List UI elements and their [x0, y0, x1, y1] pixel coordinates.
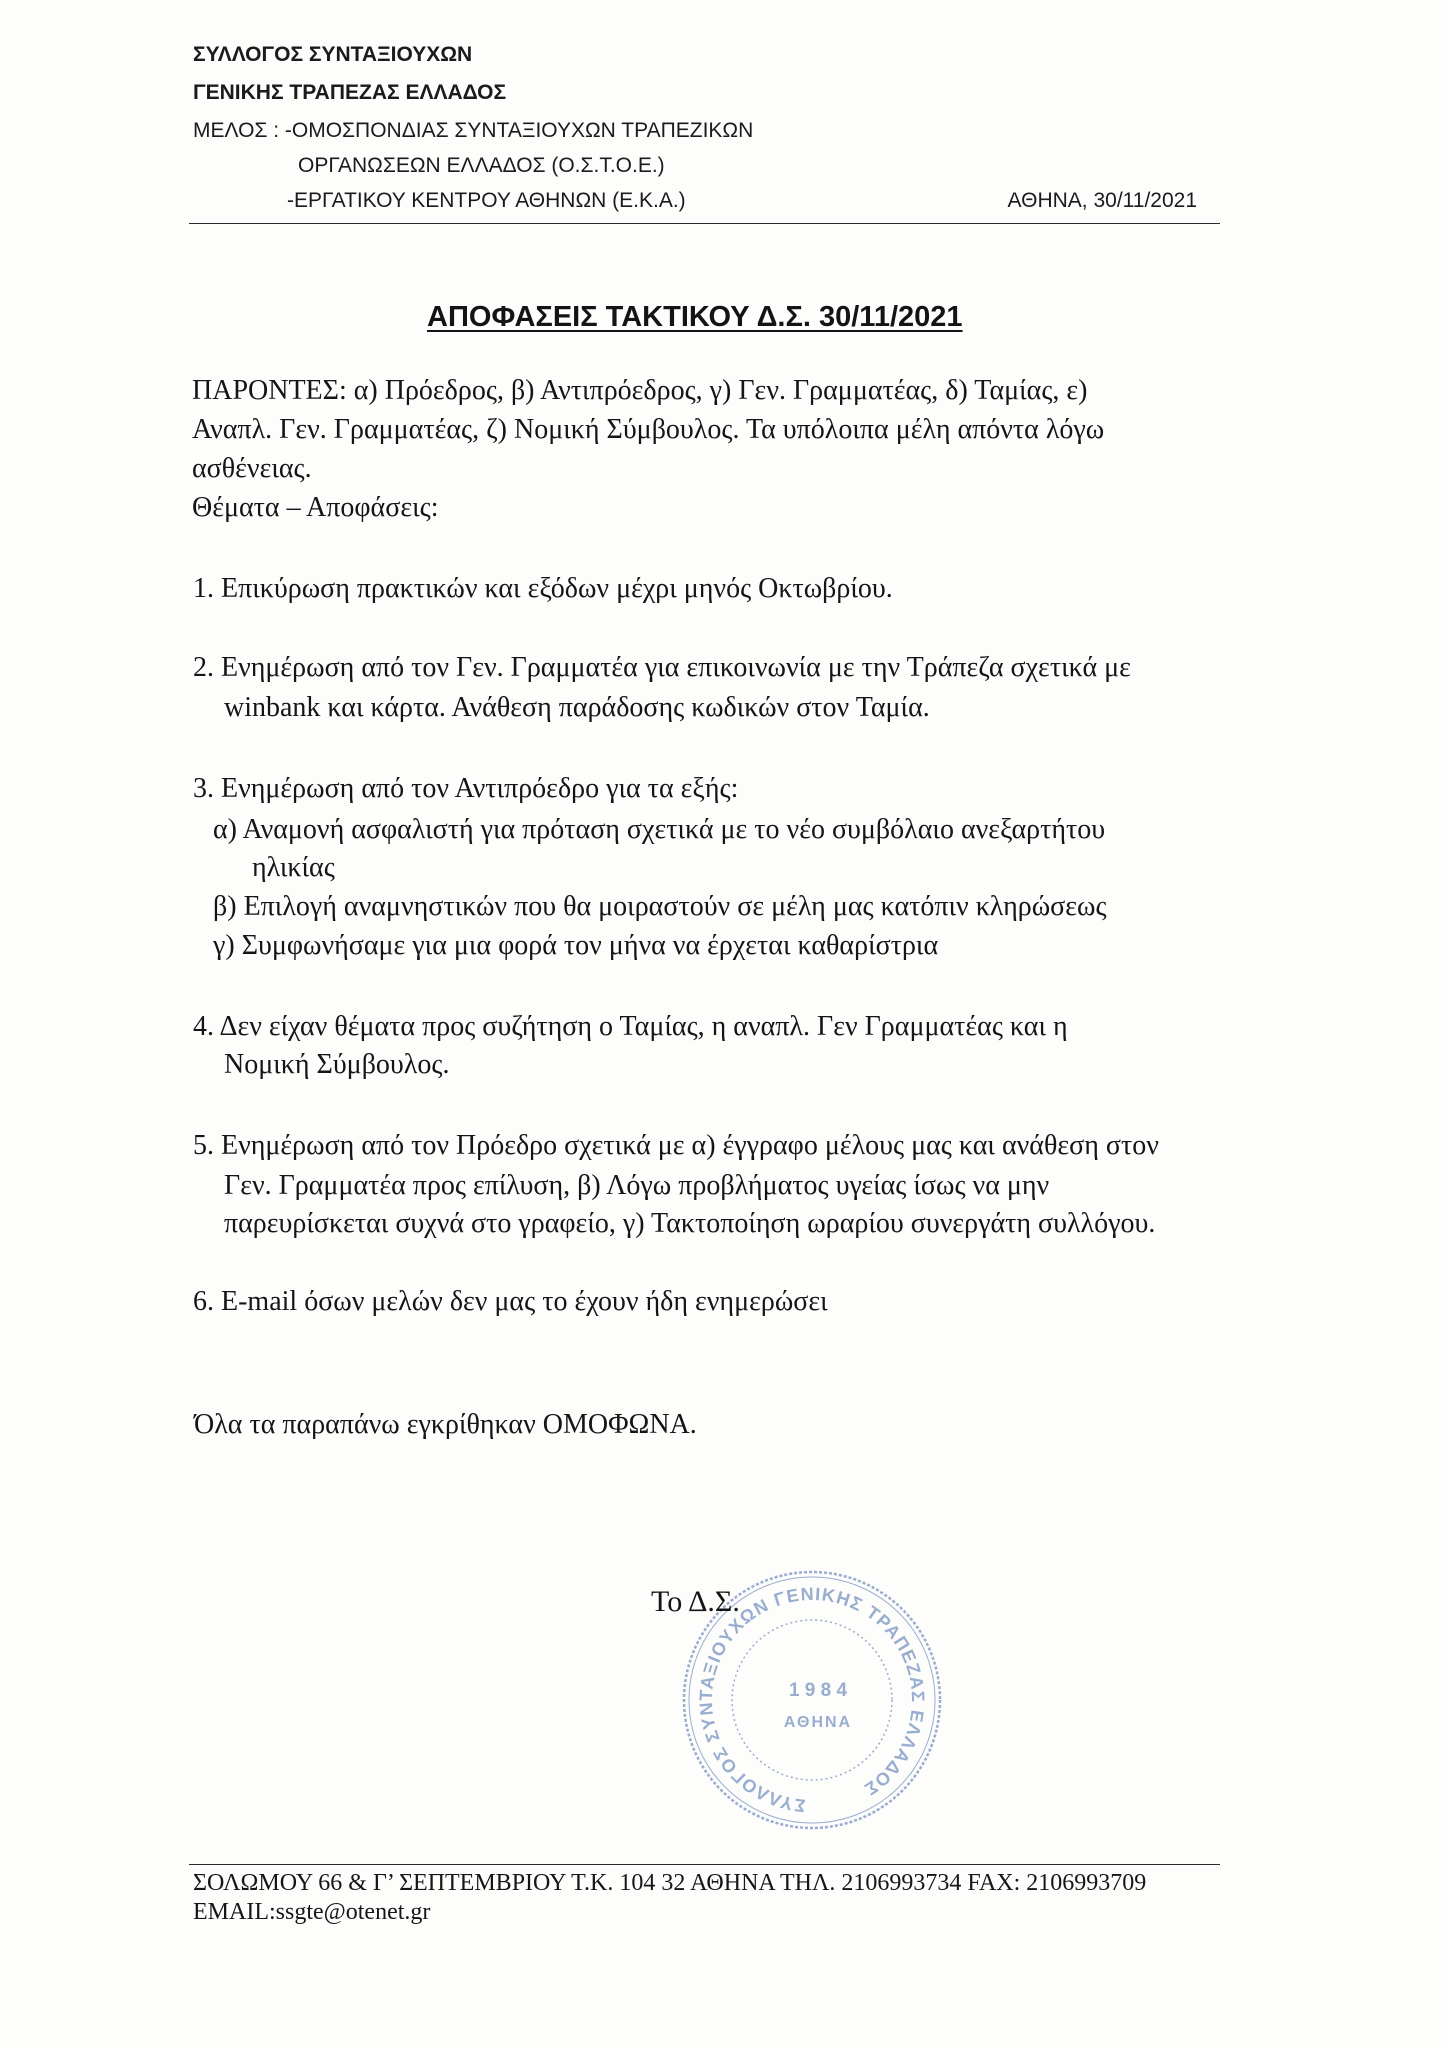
decision-item-line: Νομική Σύμβουλος. — [224, 1049, 450, 1080]
stamp-city: ΑΘΗΝΑ — [783, 1714, 853, 1731]
footer-divider — [189, 1864, 1220, 1865]
sub-item-line: ηλικίας — [252, 852, 335, 883]
approval-statement: Όλα τα παραπάνω εγκρίθηκαν ΟΜΟΦΩΝΑ. — [194, 1409, 697, 1440]
sub-item-line: β) Επιλογή αναμνηστικών που θα μοιραστούν σε μέλη μας κατόπιν κληρώσεως — [213, 891, 1107, 922]
org-name-line-1: ΣΥΛΛΟΓΟΣ ΣΥΝΤΑΞΙΟΥΧΩΝ — [193, 43, 473, 66]
stamp-year: 1 9 8 4 — [788, 1680, 848, 1701]
stamp-ring-text: ΣΥΛΛΟΓΟΣ ΣΥΝΤΑΞΙΟΥΧΩΝ ΓΕΝΙΚΗΣ ΤΡΑΠΕΖΑΣ ΕΛΛΑΔΟΣ — [695, 1583, 929, 1816]
attendees-line: ΠΑΡΟΝΤΕΣ: α) Πρόεδρος, β) Αντιπρόεδρος, γ) Γεν. Γραμματέας, δ) Ταμίας, ε) — [192, 375, 1088, 406]
membership-line-3: -ΕΡΓΑΤΙΚΟΥ ΚΕΝΤΡΟΥ ΑΘΗΝΩΝ (Ε.Κ.Α.) — [287, 189, 686, 212]
footer-email: EMAIL:ssgte@otenet.gr — [193, 1899, 431, 1925]
org-name-line-2: ΓΕΝΙΚΗΣ ΤΡΑΠΕΖΑΣ ΕΛΛΑΔΟΣ — [193, 81, 507, 104]
decision-item-line: 6. E-mail όσων μελών δεν μας το έχουν ήδη ενημερώσει — [193, 1286, 828, 1317]
decision-item-line: 2. Ενημέρωση από τον Γεν. Γραμματέα για επικοινωνία με την Τράπεζα σχετικά με — [193, 652, 1131, 683]
topics-heading: Θέματα – Αποφάσεις: — [192, 492, 439, 523]
official-stamp — [662, 1550, 962, 1850]
stamp-lettering — [696, 1584, 928, 1816]
decision-item-line: Γεν. Γραμματέα προς επίλυση, β) Λόγω προβλήματος υγείας ίσως να μην — [224, 1170, 1050, 1201]
attendees-line: ασθένειας. — [192, 453, 312, 484]
place-date: ΑΘΗΝΑ, 30/11/2021 — [1007, 189, 1197, 212]
decision-item-line: 5. Ενημέρωση από τον Πρόεδρο σχετικά με α) έγγραφο μέλους μας και ανάθεση στον — [193, 1130, 1159, 1161]
sub-item-line: γ) Συμφωνήσαμε για μια φορά τον μήνα να έρχεται καθαρίστρια — [213, 930, 939, 961]
footer-address: ΣΟΛΩΜΟΥ 66 & Γ’ ΣΕΠΤΕΜΒΡΙΟΥ Τ.Κ. 104 32 ΑΘΗΝΑ ΤΗΛ. 2106993734 FAX: 2106993709 — [193, 1870, 1147, 1896]
decision-item-line: winbank και κάρτα. Ανάθεση παράδοσης κωδικών στον Ταμία. — [224, 692, 930, 723]
decision-item-line: παρευρίσκεται συχνά στο γραφείο, γ) Τακτοποίηση ωραρίου συνεργάτη συλλόγου. — [224, 1208, 1156, 1239]
decision-item-line: 4. Δεν είχαν θέματα προς συζήτηση ο Ταμίας, η αναπλ. Γεν Γραμματέας και η — [193, 1011, 1068, 1042]
header-divider — [189, 223, 1220, 224]
document-title: ΑΠΟΦΑΣΕΙΣ ΤΑΚΤΙΚΟΥ Δ.Σ. 30/11/2021 — [427, 301, 963, 333]
membership-line-2: ΟΡΓΑΝΩΣΕΩΝ ΕΛΛΑΔΟΣ (Ο.Σ.Τ.Ο.Ε.) — [298, 154, 665, 177]
membership-line-1: ΜΕΛΟΣ : -ΟΜΟΣΠΟΝΔΙΑΣ ΣΥΝΤΑΞΙΟΥΧΩΝ ΤΡΑΠΕΖΙΚΩΝ — [193, 119, 754, 142]
decision-item-line: 3. Ενημέρωση από τον Αντιπρόεδρο για τα εξής: — [193, 773, 739, 804]
signature-label: Το Δ.Σ. — [651, 1585, 740, 1618]
sub-item-line: α) Αναμονή ασφαλιστή για πρόταση σχετικά με το νέο συμβόλαιο ανεξαρτήτου — [213, 814, 1106, 845]
decision-item-line: 1. Επικύρωση πρακτικών και εξόδων μέχρι μηνός Οκτωβρίου. — [193, 573, 893, 604]
attendees-line: Αναπλ. Γεν. Γραμματέας, ζ) Νομική Σύμβουλος. Τα υπόλοιπα μέλη απόντα λόγω — [192, 414, 1105, 445]
